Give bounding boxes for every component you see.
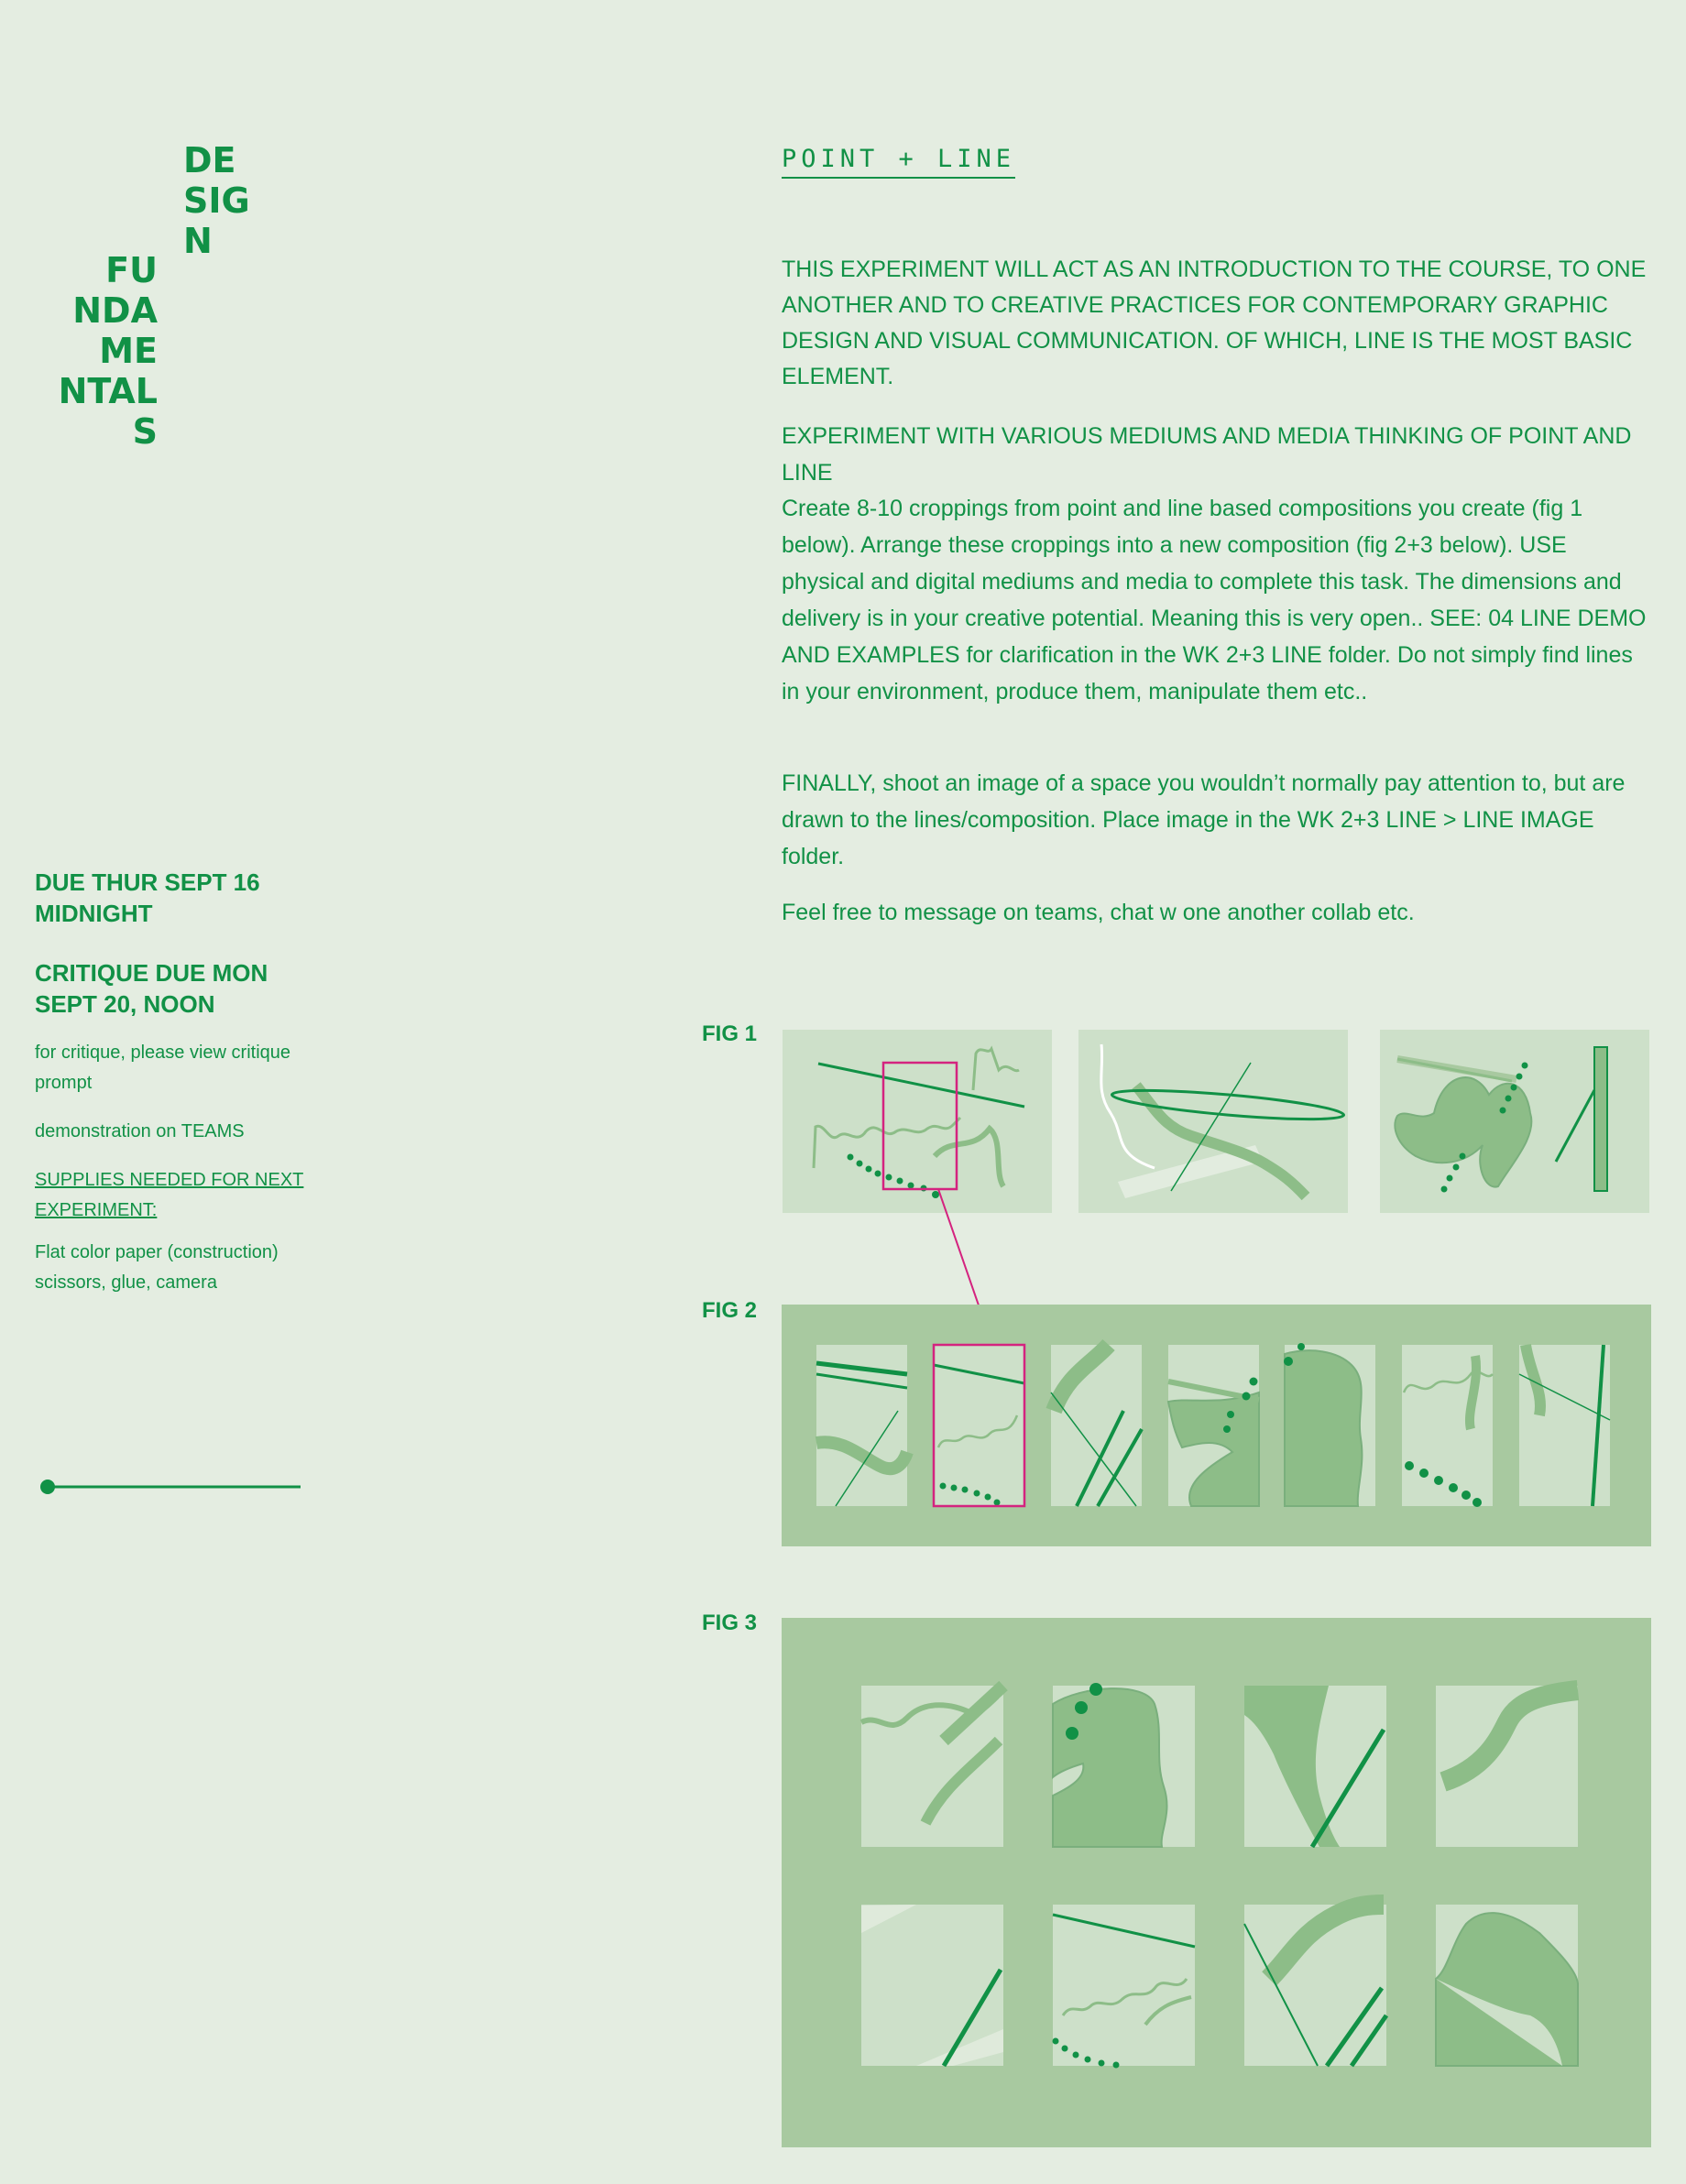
fig3-label: FIG 3 — [702, 1611, 758, 1635]
logo-fund-2: NDA — [72, 290, 158, 331]
due-date: DUE THUR SEPT 16 MIDNIGHT — [35, 868, 260, 927]
intro-paragraph: THIS EXPERIMENT WILL ACT AS AN INTRODUCTION TO THE COURSE, TO ONE ANOTHER AND TO CREATIVE PRACTICES FOR CONTEMPORARY GRAPHIC DESIGN AND VISUAL COMMUNICATION. OF WHICH, LINE IS THE MOST BASIC ELEMENT. — [782, 257, 1647, 389]
fig3-composition — [782, 1618, 1651, 2147]
fig1-label: FIG 1 — [702, 1021, 758, 1046]
page-title: POINT + LINE — [782, 145, 1015, 179]
critique-due: CRITIQUE DUE MON SEPT 20, NOON — [35, 959, 268, 1018]
instructions-paragraph: Create 8-10 croppings from point and line based compositions you create (fig 1 below). Arrange these croppings into a new composition (fig 2+3 below). USE physical and digital mediums and media to complete this task. The dimensions and delivery is in your creative potential. Meaning this is very open.. SEE: 04 LINE DEMO AND EXAMPLES for clarification in the WK 2+3 LINE folder. Do not simply find lines in your environment, produce them, manipulate them etc.. — [782, 496, 1647, 704]
fig1-panel-2 — [1078, 1030, 1348, 1213]
feel-free-note: Feel free to message on teams, chat w one another collab etc. — [782, 900, 1415, 925]
finally-paragraph: FINALLY, shoot an image of a space you wouldn’t normally pay attention to, but are drawn to the lines/composition. Place image in the WK 2+3 LINE > LINE IMAGE folder. — [782, 770, 1626, 869]
fig1-panel-3 — [1380, 1030, 1649, 1213]
fig1-panel-1 — [783, 1030, 1052, 1213]
demo-note: demonstration on TEAMS — [35, 1121, 245, 1141]
fig2-label: FIG 2 — [702, 1298, 758, 1323]
logo-design-3: N — [183, 221, 213, 261]
supplies-heading: SUPPLIES NEEDED FOR NEXT EXPERIMENT: — [35, 1170, 304, 1220]
logo-fund-1: FU — [105, 250, 158, 290]
logo-fund-3: ME — [99, 331, 158, 371]
logo-design-1: DE — [183, 140, 236, 180]
logo-fund-5: S — [132, 411, 158, 452]
slider-decoration — [40, 1480, 301, 1494]
critique-note: for critique, please view critique prompt — [35, 1043, 291, 1093]
logo-design-2: SIG — [183, 180, 250, 221]
supplies-list: Flat color paper (construction) scissors, glue, camera — [35, 1242, 279, 1293]
subheading: EXPERIMENT WITH VARIOUS MEDIUMS AND MEDIA THINKING OF POINT AND LINE — [782, 423, 1632, 486]
logo-fund-4: NTAL — [58, 371, 158, 411]
fig2-composition — [782, 1305, 1651, 1546]
